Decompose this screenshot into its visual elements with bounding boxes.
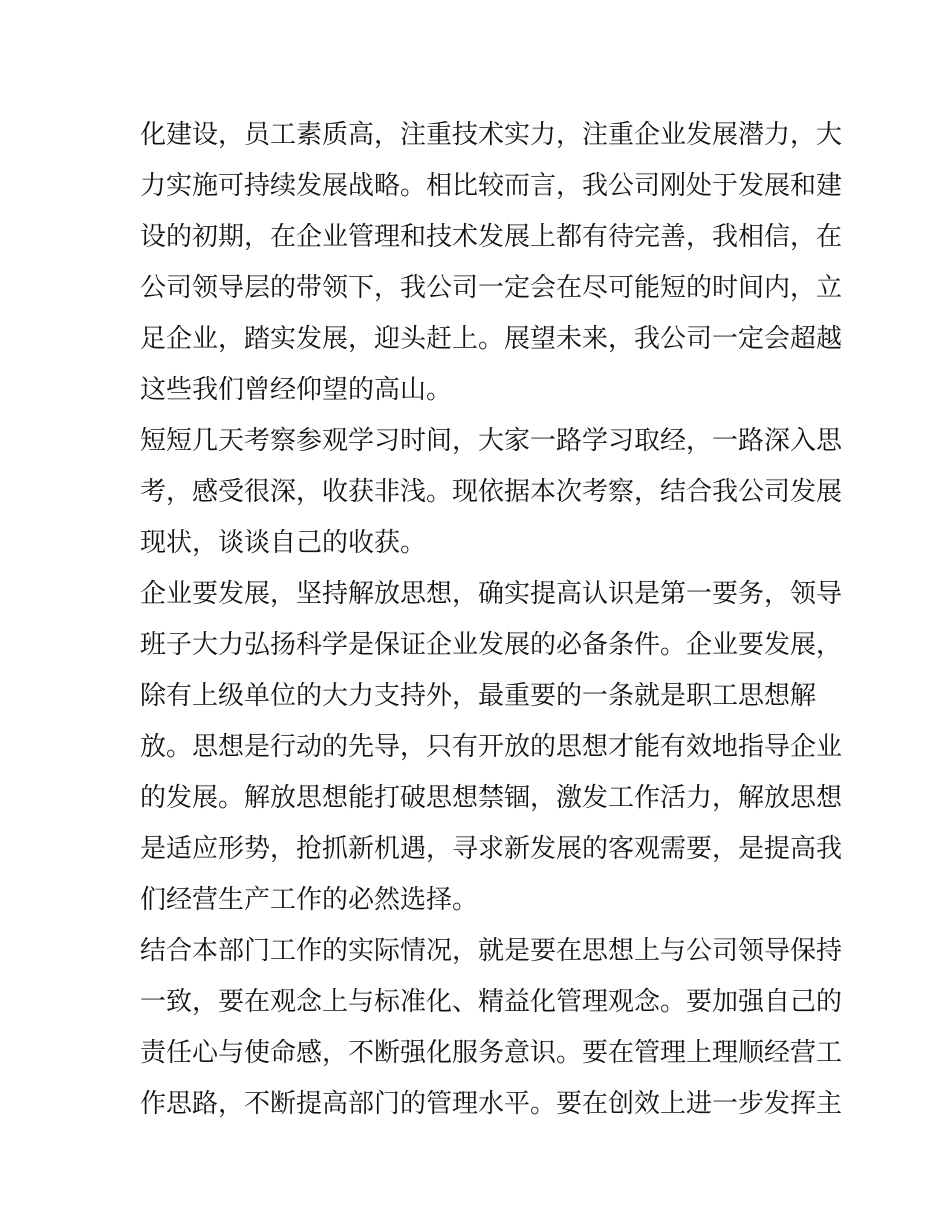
- text-line: 是适应形势，抢抓新机遇，寻求新发展的客观需要，是提高我: [140, 834, 843, 864]
- text-line: 除有上级单位的大力支持外，最重要的一条就是职工思想解: [140, 681, 817, 711]
- text-line: 作思路，不断提高部门的管理水平。要在创效上进一步发挥主: [140, 1089, 843, 1119]
- text-line: 们经营生产工作的必然选择。: [140, 885, 479, 915]
- text-line: 现状，谈谈自己的收获。: [140, 528, 427, 558]
- text-line: 设的初期，在企业管理和技术发展上都有待完善，我相信，在: [140, 222, 843, 252]
- document-body: [140, 110, 843, 1130]
- paragraph-1: [140, 110, 843, 416]
- text-line: 放。思想是行动的先导，只有开放的思想才能有效地指导企业: [140, 732, 843, 762]
- paragraph-3: [140, 569, 843, 926]
- paragraph-4: [140, 926, 843, 1130]
- text-line: 短短几天考察参观学习时间，大家一路学习取经，一路深入思: [140, 426, 843, 456]
- text-line: 责任心与使命感，不断强化服务意识。要在管理上理顺经营工: [140, 1038, 843, 1068]
- text-line: 化建设，员工素质高，注重技术实力，注重企业发展潜力，大: [140, 120, 843, 150]
- text-line: 力实施可持续发展战略。相比较而言，我公司刚处于发展和建: [140, 171, 843, 201]
- text-line: 考，感受很深，收获非浅。现依据本次考察，结合我公司发展: [140, 477, 843, 507]
- text-line: 结合本部门工作的实际情况，就是要在思想上与公司领导保持: [140, 936, 843, 966]
- text-line: 一致，要在观念上与标准化、精益化管理观念。要加强自己的: [140, 987, 843, 1017]
- text-line: 这些我们曾经仰望的高山。: [140, 375, 453, 405]
- text-line: 班子大力弘扬科学是保证企业发展的必备条件。企业要发展，: [140, 630, 843, 660]
- text-line: 足企业，踏实发展，迎头赶上。展望未来，我公司一定会超越: [140, 324, 843, 354]
- text-line: 公司领导层的带领下，我公司一定会在尽可能短的时间内，立: [140, 273, 843, 303]
- text-line: 的发展。解放思想能打破思想禁锢，激发工作活力，解放思想: [140, 783, 843, 813]
- paragraph-2: [140, 416, 843, 569]
- text-line: 企业要发展，坚持解放思想，确实提高认识是第一要务，领导: [140, 579, 843, 609]
